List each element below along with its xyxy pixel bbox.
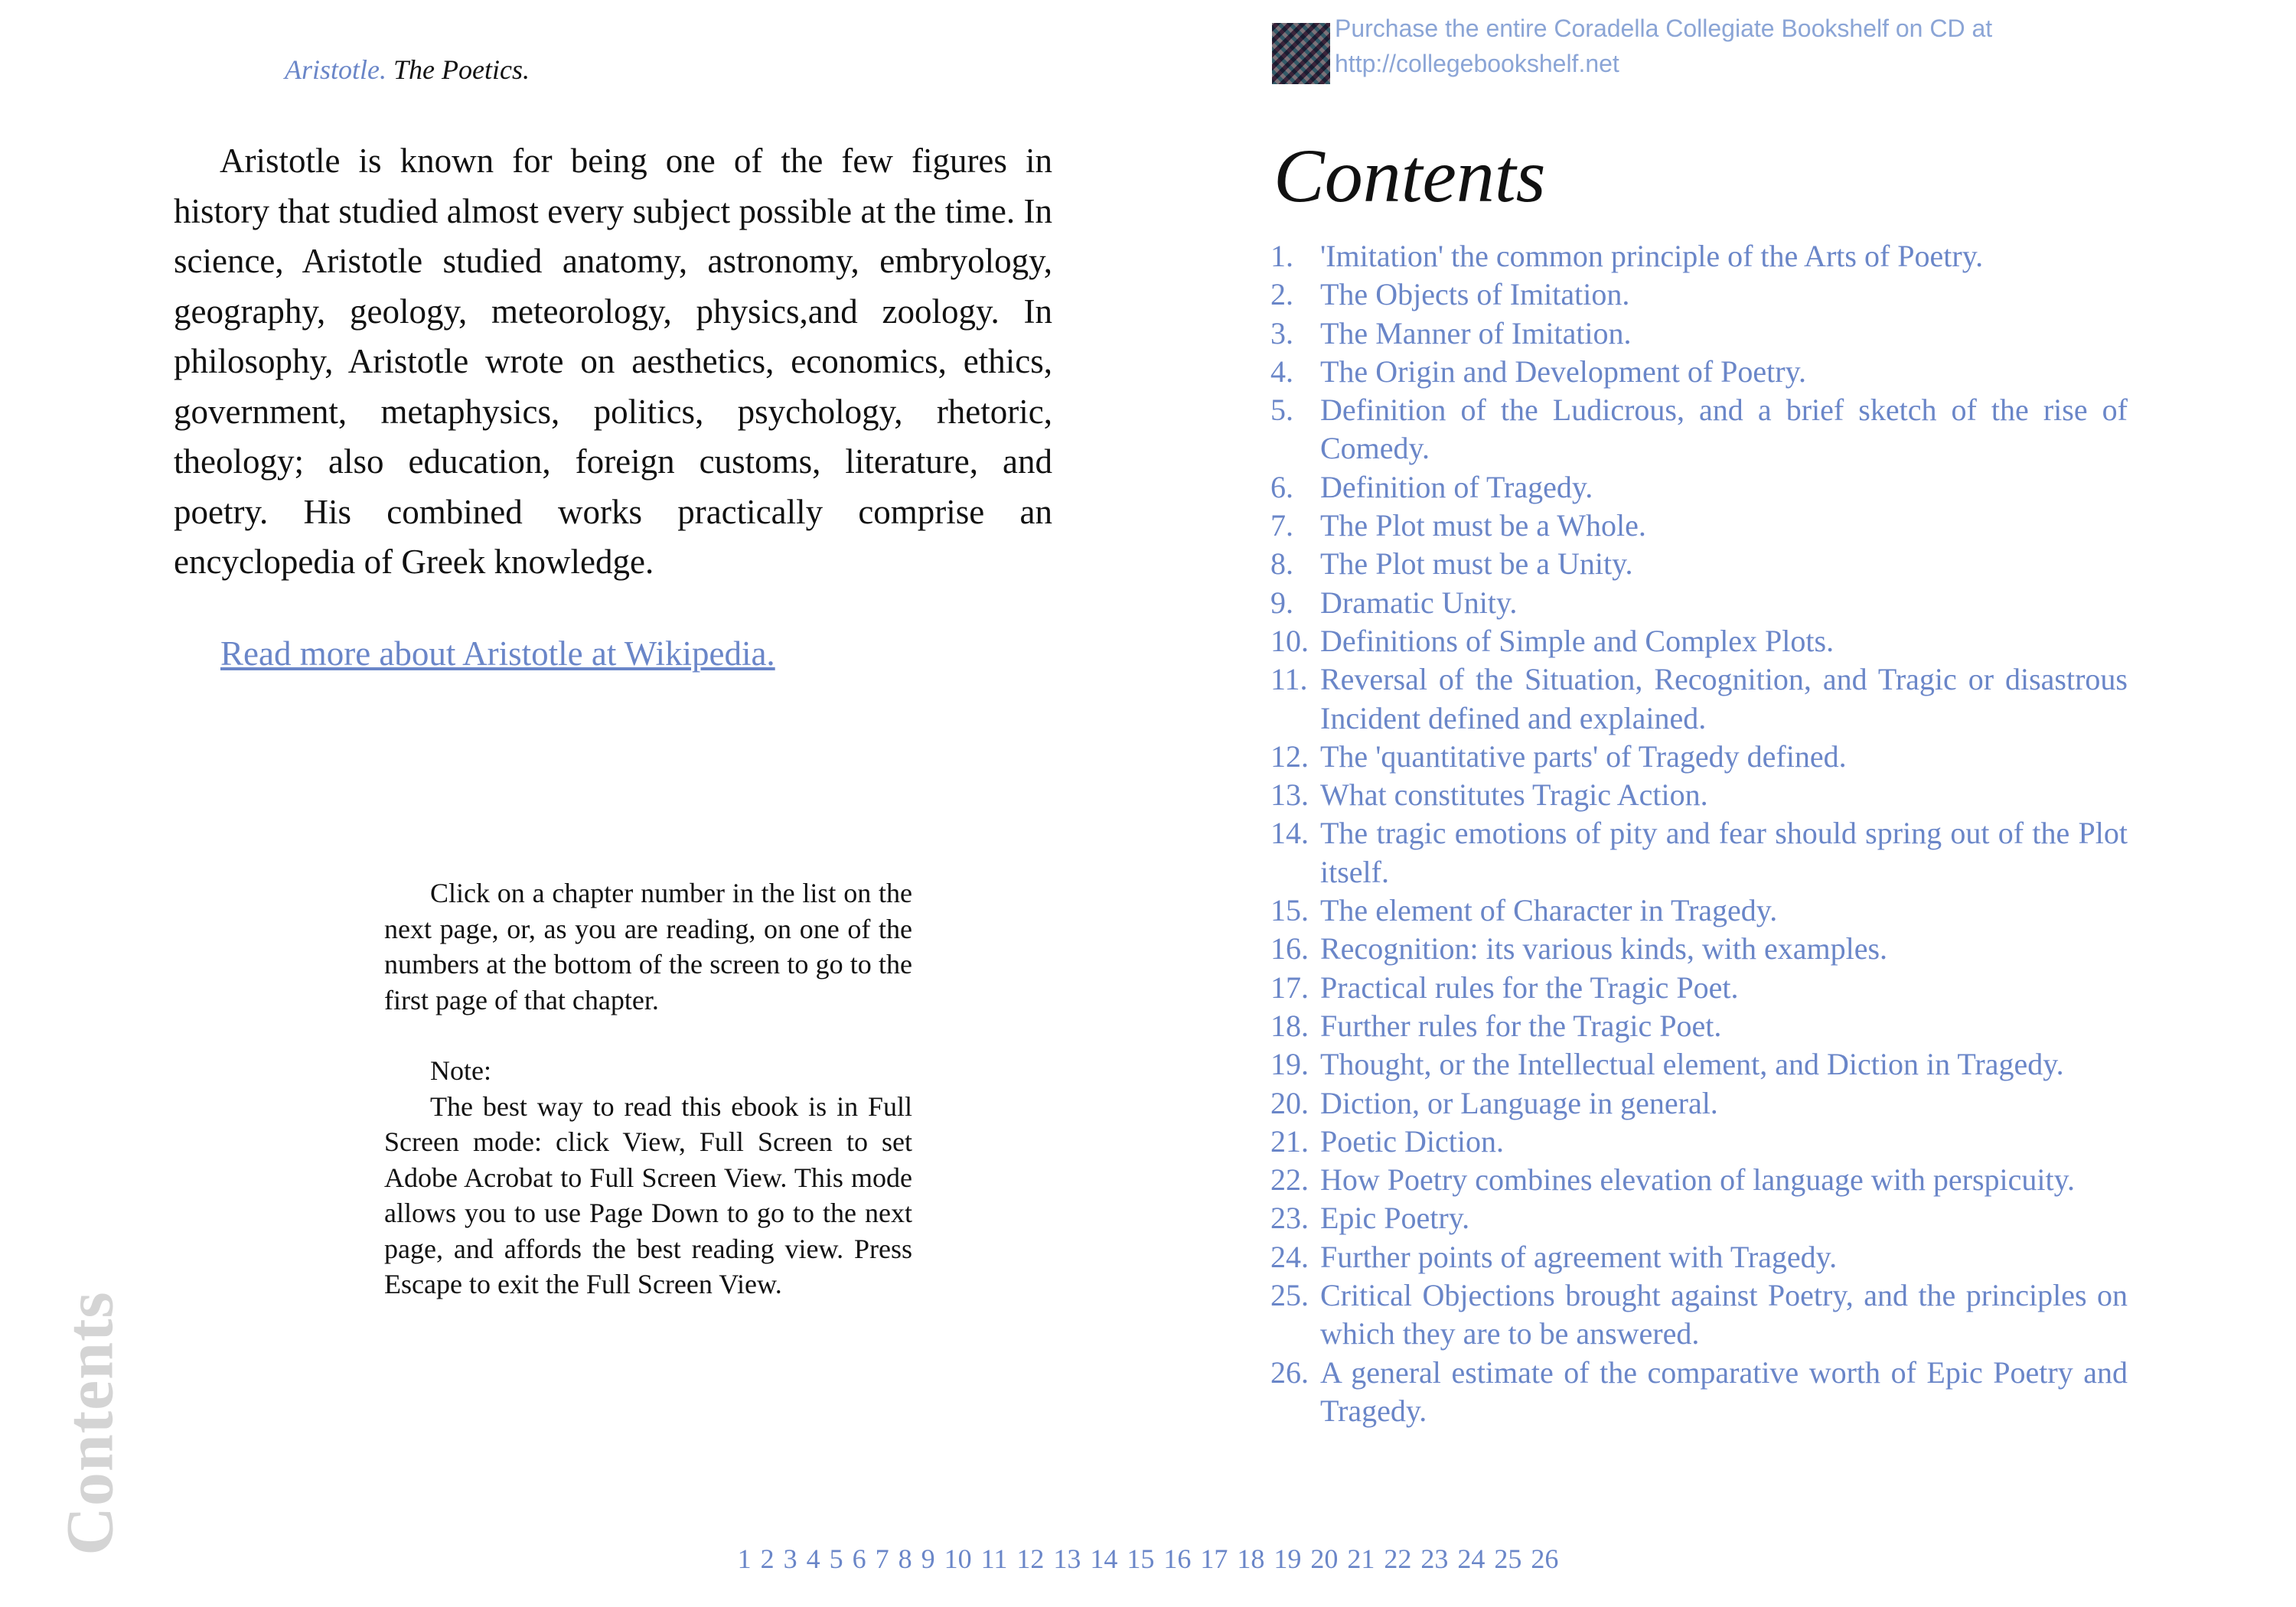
note-label: Note: [430, 1055, 491, 1086]
toc-item[interactable] [1270, 930, 2128, 968]
table-of-contents [1270, 237, 2128, 1430]
running-header [285, 54, 530, 86]
toc-item[interactable] [1270, 315, 2128, 353]
toc-item[interactable] [1270, 468, 2128, 507]
toc-item-number[interactable]: 8. [1270, 546, 1293, 582]
toc-item-number[interactable]: 9. [1270, 585, 1293, 620]
chapter-nav-link[interactable]: 15 [1127, 1543, 1155, 1574]
chapter-nav-link[interactable]: 22 [1384, 1543, 1412, 1574]
toc-item[interactable] [1270, 1161, 2128, 1199]
toc-item-number[interactable]: 17. [1270, 970, 1309, 1005]
chapter-nav-link[interactable]: 26 [1531, 1543, 1559, 1574]
toc-item[interactable] [1270, 622, 2128, 660]
toc-item[interactable] [1270, 776, 2128, 814]
toc-item-link[interactable]: A general estimate of the comparative worth of Epic Poetry and Tragedy. [1320, 1354, 2128, 1428]
toc-item-number[interactable]: 2. [1270, 277, 1293, 312]
chapter-nav-link[interactable]: 25 [1494, 1543, 1522, 1574]
toc-item-link[interactable]: The Plot must be a Whole. [1320, 508, 1646, 543]
toc-item-number[interactable]: 16. [1270, 931, 1309, 966]
chapter-nav-link[interactable]: 18 [1237, 1543, 1265, 1574]
chapter-nav-link[interactable]: 2 [760, 1543, 775, 1574]
toc-item-number[interactable]: 13. [1270, 777, 1309, 813]
toc-item-number[interactable]: 1. [1270, 239, 1293, 273]
chapter-nav-link[interactable]: 24 [1457, 1543, 1486, 1574]
chapter-nav-link[interactable]: 21 [1347, 1543, 1375, 1574]
toc-item-number[interactable]: 18. [1270, 1008, 1309, 1043]
toc-item[interactable] [1270, 584, 2128, 622]
instructions-paragraph: Click on a chapter number in the list on the next page, or, as you are reading, on one of the numbers at the bottom of the screen to go to the first page of that chapter. [384, 878, 912, 1015]
toc-item[interactable] [1270, 969, 2128, 1007]
chapter-nav-link[interactable]: 4 [806, 1543, 820, 1574]
toc-item-number[interactable]: 15. [1270, 893, 1309, 928]
promo-url[interactable]: http://collegebookshelf.net [1335, 50, 1619, 77]
toc-item-link[interactable]: The 'quantitative parts' of Tragedy defined. [1320, 738, 1847, 774]
toc-item-number[interactable]: 26. [1270, 1354, 1309, 1390]
reading-instructions [384, 875, 912, 1302]
toc-item-link[interactable]: 'Imitation' the common principle of the Arts of Poetry. [1320, 239, 1984, 273]
chapter-nav-link[interactable]: 8 [898, 1543, 912, 1574]
contents-side-tab[interactable]: Contents [53, 1291, 128, 1556]
toc-item-link[interactable]: The tragic emotions of pity and fear should spring out of the Plot itself. [1320, 816, 2128, 889]
promo-line[interactable]: Purchase the entire Coradella Collegiate Bookshelf on CD at [1335, 15, 1993, 42]
chapter-nav-link[interactable]: 10 [944, 1543, 972, 1574]
toc-item[interactable] [1270, 275, 2128, 314]
chapter-nav-link[interactable]: 12 [1016, 1543, 1045, 1574]
toc-item-link[interactable]: Diction, or Language in general. [1320, 1085, 1718, 1120]
toc-item[interactable] [1270, 353, 2128, 391]
toc-item-link[interactable]: Poetic Diction. [1320, 1123, 1504, 1159]
chapter-nav-link[interactable]: 7 [875, 1543, 889, 1574]
toc-item-link[interactable]: The Objects of Imitation. [1320, 277, 1630, 312]
toc-item-number[interactable]: 11. [1270, 662, 1308, 697]
toc-item-number[interactable]: 25. [1270, 1278, 1309, 1313]
spacer [384, 1018, 912, 1053]
chapter-nav-link[interactable]: 5 [829, 1543, 843, 1574]
chapter-nav-link[interactable]: 19 [1274, 1543, 1302, 1574]
toc-item[interactable] [1270, 814, 2128, 892]
toc-item-link[interactable]: Further rules for the Tragic Poet. [1320, 1008, 1722, 1043]
toc-item-link[interactable]: The Origin and Development of Poetry. [1320, 354, 1807, 389]
wikipedia-link[interactable]: Read more about Aristotle at Wikipedia. [220, 634, 775, 673]
toc-item[interactable] [1270, 507, 2128, 545]
toc-item-link[interactable]: Dramatic Unity. [1320, 585, 1518, 620]
toc-item-link[interactable]: The Plot must be a Unity. [1320, 546, 1633, 582]
toc-item-number[interactable]: 10. [1270, 623, 1309, 658]
toc-item-number[interactable]: 21. [1270, 1123, 1309, 1159]
toc-item-number[interactable]: 7. [1270, 508, 1293, 543]
intro-paragraph: Aristotle is known for being one of the few figures in history that studied almost every subject possible at the time. In science, Aristotle studied anatomy, astronomy, embryology, geography, geology, meteorology, physics,and zoology. In philosophy, Aristotle wrote on aesthetics, economics, ethics, government, metaphysics, politics, psychology, rhetoric, theology; also education, foreign customs, literature, and poetry. His combined works practically comprise an encyclopedia of Greek knowledge. [174, 142, 1052, 581]
toc-item[interactable] [1270, 892, 2128, 930]
toc-item[interactable] [1270, 1238, 2128, 1276]
toc-item[interactable] [1270, 660, 2128, 738]
toc-item[interactable] [1270, 738, 2128, 776]
toc-item-link[interactable]: Thought, or the Intellectual element, and Diction in Tragedy. [1320, 1047, 2064, 1082]
toc-item-number[interactable]: 12. [1270, 738, 1309, 774]
toc-item-link[interactable]: The Manner of Imitation. [1320, 315, 1632, 350]
chapter-nav-link[interactable]: 9 [921, 1543, 935, 1574]
toc-item[interactable] [1270, 545, 2128, 583]
toc-item[interactable] [1270, 1007, 2128, 1045]
toc-item-link[interactable]: What constitutes Tragic Action. [1320, 777, 1708, 813]
chapter-nav-link[interactable]: 11 [980, 1543, 1008, 1574]
toc-item-number[interactable]: 4. [1270, 354, 1293, 389]
promo-banner[interactable] [1335, 11, 1992, 81]
toc-item[interactable] [1270, 1199, 2128, 1237]
chapter-nav-link[interactable]: 14 [1090, 1543, 1118, 1574]
toc-item-number[interactable]: 20. [1270, 1085, 1309, 1120]
toc-item-link[interactable]: Definitions of Simple and Complex Plots. [1320, 623, 1835, 658]
chapter-nav-link[interactable]: 20 [1310, 1543, 1339, 1574]
toc-item[interactable] [1270, 1084, 2128, 1123]
chapter-nav-link[interactable]: 17 [1200, 1543, 1228, 1574]
toc-item-number[interactable]: 23. [1270, 1201, 1309, 1236]
toc-item-link[interactable]: Definition of the Ludicrous, and a brief sketch of the rise of Comedy. [1320, 393, 2128, 466]
toc-item-link[interactable]: Further points of agreement with Tragedy. [1320, 1239, 1838, 1274]
bookshelf-cd-icon[interactable] [1272, 23, 1330, 84]
toc-item[interactable] [1270, 1354, 2128, 1431]
toc-item-number[interactable]: 24. [1270, 1239, 1309, 1274]
header-book-title: The Poetics. [386, 54, 530, 85]
toc-item-link[interactable]: Recognition: its various kinds, with examples. [1320, 931, 1888, 966]
chapter-navigation [0, 1543, 2296, 1575]
contents-title: Contents [1274, 133, 1546, 218]
toc-item[interactable] [1270, 1045, 2128, 1084]
toc-item-link[interactable]: Epic Poetry. [1320, 1201, 1470, 1236]
toc-item-link[interactable]: Definition of Tragedy. [1320, 469, 1593, 504]
chapter-nav-link[interactable]: 6 [852, 1543, 866, 1574]
toc-item-link[interactable]: Reversal of the Situation, Recognition, and Tragic or disastrous Incident defined and explained. [1320, 662, 2128, 735]
fullscreen-note: The best way to read this ebook is in Full Screen mode: click View, Full Screen to set Adobe Acrobat to Full Screen View. This mode allows you to use Page Down to go to the next page, and affords the best reading view. Press Escape to exit the Full Screen View. [384, 1090, 912, 1299]
toc-item-number[interactable]: 3. [1270, 315, 1293, 350]
toc-item-number[interactable]: 22. [1270, 1162, 1309, 1198]
toc-item-number[interactable]: 6. [1270, 469, 1293, 504]
toc-item-link[interactable]: Practical rules for the Tragic Poet. [1320, 970, 1739, 1005]
chapter-nav-link[interactable]: 23 [1420, 1543, 1449, 1574]
chapter-nav-link[interactable]: 16 [1163, 1543, 1192, 1574]
toc-item[interactable] [1270, 1276, 2128, 1354]
toc-item-number[interactable]: 19. [1270, 1047, 1309, 1082]
toc-item[interactable] [1270, 1123, 2128, 1161]
chapter-nav-link[interactable]: 13 [1053, 1543, 1081, 1574]
toc-item[interactable] [1270, 391, 2128, 468]
chapter-nav-link[interactable]: 3 [783, 1543, 797, 1574]
toc-item-link[interactable]: How Poetry combines elevation of language with perspicuity. [1320, 1162, 2076, 1198]
toc-item[interactable] [1270, 237, 2128, 275]
toc-item-link[interactable]: Critical Objections brought against Poetry, and the principles on which they are to be answered. [1320, 1278, 2128, 1351]
toc-item-link[interactable]: The element of Character in Tragedy. [1320, 893, 1778, 928]
header-author-link[interactable]: Aristotle. [285, 54, 386, 85]
toc-item-number[interactable]: 5. [1270, 393, 1293, 428]
toc-item-number[interactable]: 14. [1270, 816, 1309, 851]
chapter-nav-link[interactable]: 1 [737, 1543, 752, 1574]
